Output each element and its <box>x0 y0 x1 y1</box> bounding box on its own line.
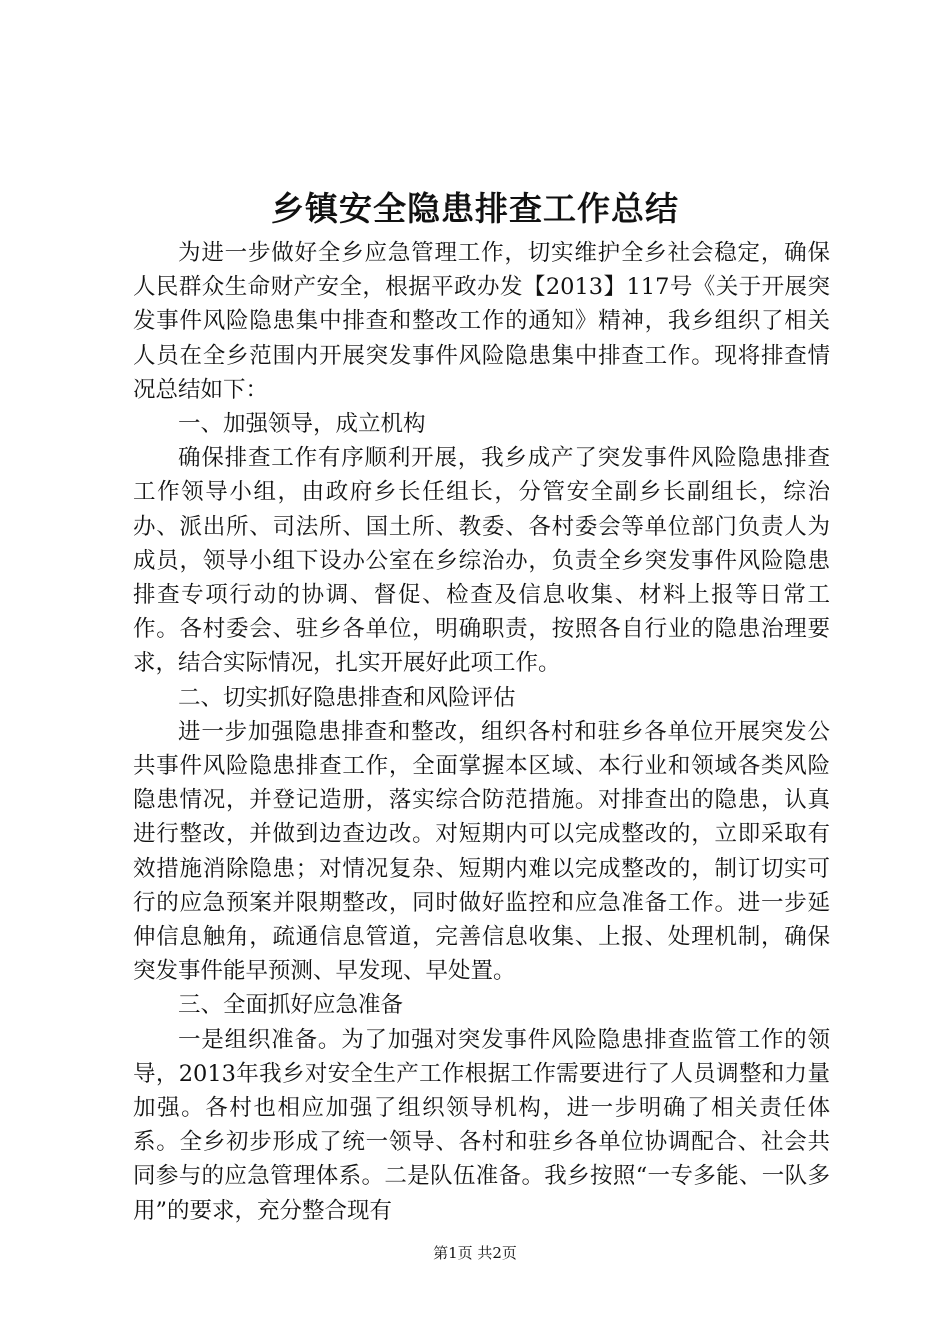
section-heading-1: 一、加强领导，成立机构 <box>178 411 426 438</box>
document-title: 乡镇安全隐患排查工作总结 <box>271 189 679 228</box>
section-heading-3: 三、全面抓好应急准备 <box>178 992 404 1019</box>
paragraph-section-1: 确保排查工作有序顺利开展，我乡成产了突发事件风险隐患排查工作领导小组，由政府乡长任组长，分管安全副乡长副组长，综治办、派出所、司法所、国土所、教委、各村委会等单位部门负责人为成员，领导小组下设办公室在乡综治办，负责全乡突发事件风险隐患排查专项行动的协调、督促、检查及信息收集、材料上报等日常工作。各村委会、驻乡各单位，明确职责，按照各自行业的隐患治理要求，结合实际情况，扎实开展好此项工作。 <box>133 445 830 677</box>
section-heading-2: 二、切实抓好隐患排查和风险评估 <box>178 684 516 711</box>
page-total: 共2页 <box>477 1244 517 1262</box>
page-footer <box>0 1243 950 1263</box>
paragraph-section-2: 进一步加强隐患排查和整改，组织各村和驻乡各单位开展突发公共事件风险隐患排查工作，全面掌握本区域、本行业和领域各类风险隐患情况，并登记造册，落实综合防范措施。对排查出的隐患，认真进行整改，并做到边查边改。对短期内可以完成整改的，立即采取有效措施消除隐患；对情况复杂、短期内难以完成整改的，制订切实可行的应急预案并限期整改，同时做好监控和应急准备工作。进一步延伸信息触角，疏通信息管道，完善信息收集、上报、处理机制，确保突发事件能早预测、早发现、早处置。 <box>133 718 830 985</box>
document-body <box>133 236 830 1228</box>
paragraph-intro: 为进一步做好全乡应急管理工作，切实维护全乡社会稳定，确保人民群众生命财产安全，根据平政办发【2013】117号《关于开展突发事件风险隐患集中排查和整改工作的通知》精神，我乡组织了相关人员在全乡范围内开展突发事件风险隐患集中排查工作。现将排查情况总结如下： <box>133 240 830 403</box>
page-number: 第1页 <box>433 1244 473 1262</box>
paragraph-section-3: 一是组织准备。为了加强对突发事件风险隐患排查监管工作的领导，2013年我乡对安全生产工作根据工作需要进行了人员调整和力量加强。各村也相应加强了组织领导机构，进一步明确了相关责任体系。全乡初步形成了统一领导、各村和驻乡各单位协调配合、社会共同参与的应急管理体系。二是队伍准备。我乡按照“一专多能、一队多用”的要求，充分整合现有 <box>133 1026 830 1224</box>
